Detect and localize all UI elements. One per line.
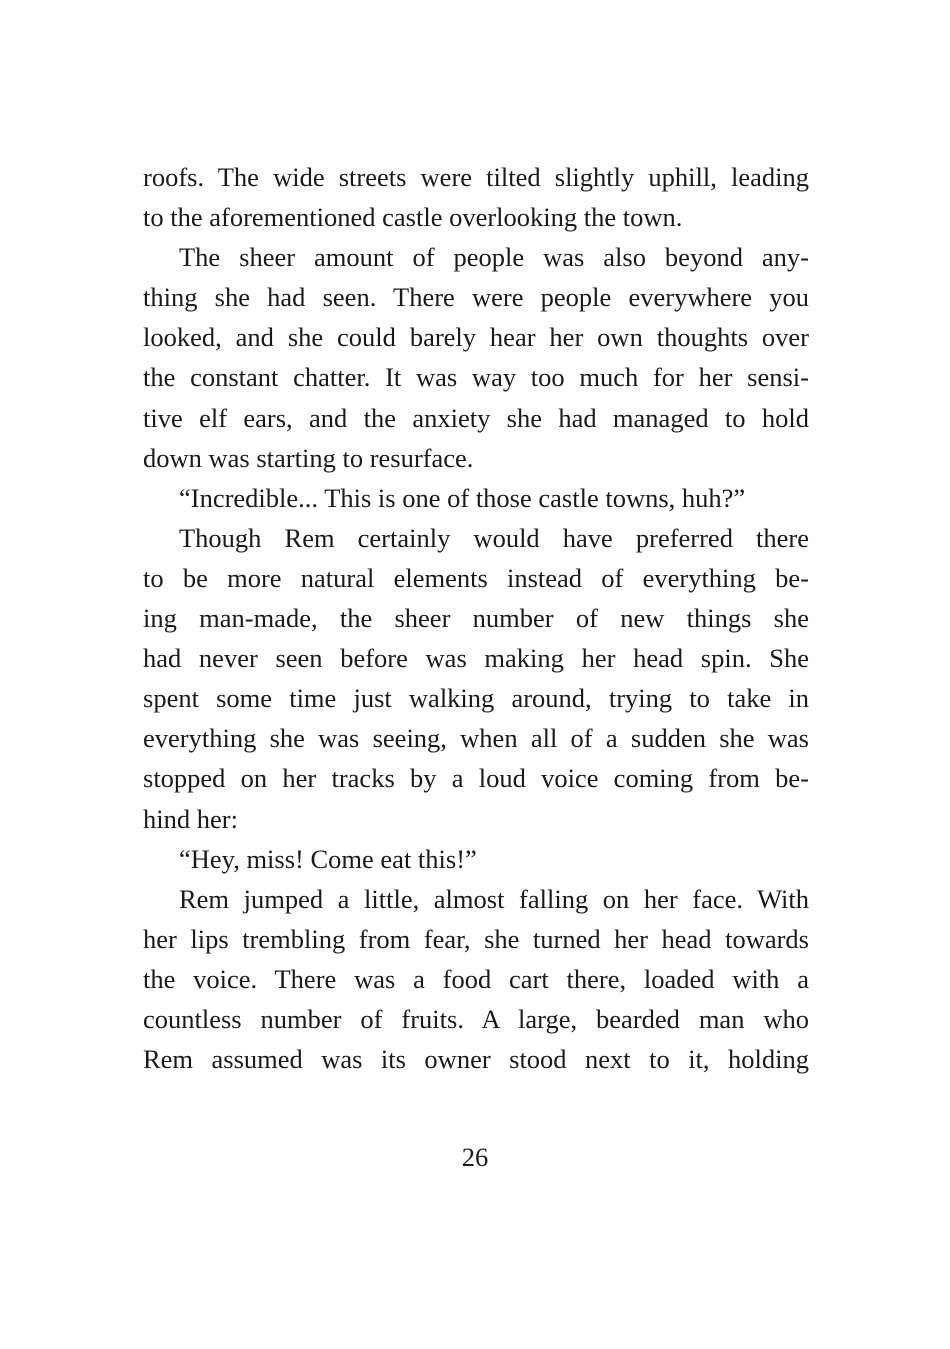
text-line: looked, and she could barely hear her own thoughts over [143,322,809,353]
text-line: Rem assumed was its owner stood next to it, holding [143,1044,809,1075]
text-line: had never seen before was making her head spin. She [143,643,809,674]
text-line: the constant chatter. It was way too much for her sensi- [143,362,809,393]
page-number: 26 [461,1142,489,1172]
text-line: to be more natural elements instead of everything be- [143,562,809,593]
text-line: her lips trembling from fear, she turned her head towards [143,923,809,954]
text-line: down was starting to resurface. [143,442,474,473]
text-line: roofs. The wide streets were tilted slightly uphill, leading [143,162,809,192]
text-line: everything she was seeing, when all of a sudden she was [143,723,809,754]
text-line: stopped on her tracks by a loud voice coming from be- [143,763,809,794]
text-line: to the aforementioned castle overlooking the town. [143,202,683,233]
text-line: hind her: [143,803,238,834]
text-line: The sheer amount of people was also beyond any- [179,242,809,273]
text-line: thing she had seen. There were people everywhere you [143,282,809,313]
text-line: the voice. There was a food cart there, loaded with a [143,963,809,994]
body-text [143,157,809,1079]
text-line: Though Rem certainly would have preferred there [179,522,809,553]
text-line: “Incredible... This is one of those castle towns, huh?” [179,482,746,513]
text-line: countless number of fruits. A large, bearded man who [143,1003,809,1034]
text-line: Rem jumped a little, almost falling on her face. With [179,883,809,914]
text-line: spent some time just walking around, trying to take in [143,683,809,714]
text-line: “Hey, miss! Come eat this!” [179,843,477,874]
text-line: tive elf ears, and the anxiety she had managed to hold [143,402,809,433]
text-line: ing man-made, the sheer number of new things she [143,603,809,634]
